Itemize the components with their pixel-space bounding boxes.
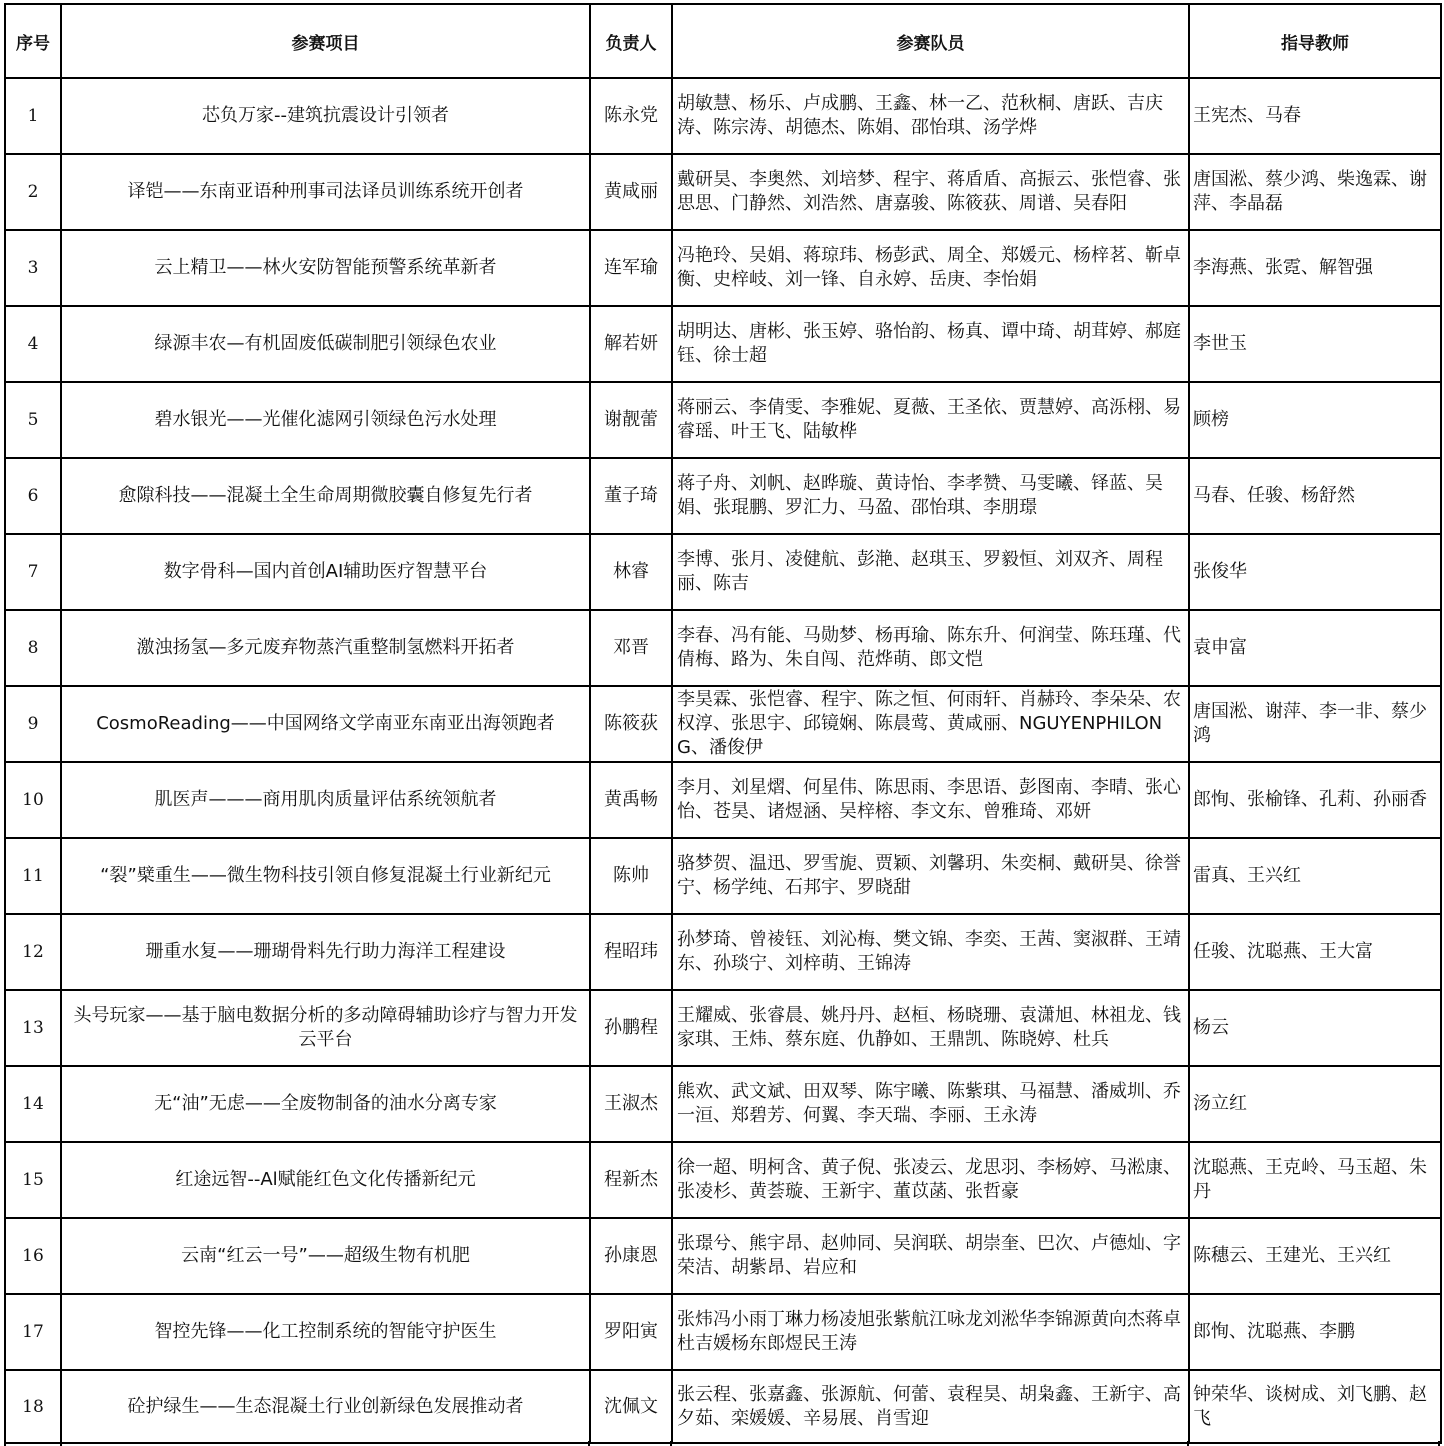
table-row <box>5 762 1441 838</box>
cell-leader: 连军瑜 <box>590 230 672 306</box>
cell-members: 戴研昊、李奥然、刘培梦、程宇、蒋盾盾、高振云、张恺睿、张思思、门静然、刘浩然、唐嘉骏、陈筱荻、周谱、吴春阳 <box>672 154 1189 230</box>
cell-project: 砼护绿生——生态混凝土行业创新绿色发展推动者 <box>61 1370 590 1443</box>
header-members: 参赛队员 <box>672 4 1189 78</box>
cell-members: 李春、冯有能、马勋梦、杨再瑜、陈东升、何润莹、陈珏瑾、代倩梅、路为、朱自闯、范烨萌、郎文恺 <box>672 610 1189 686</box>
cell-project: 肌医声———商用肌肉质量评估系统领航者 <box>61 762 590 838</box>
cell-project: 云上精卫——林火安防智能预警系统革新者 <box>61 230 590 306</box>
cell-advisor: 王宪杰、马春 <box>1189 78 1441 154</box>
cell-project: 译铠——东南亚语种刑事司法译员训练系统开创者 <box>61 154 590 230</box>
cell-members: 胡敏慧、杨乐、卢成鹏、王鑫、林一乙、范秋桐、唐跃、吉庆涛、陈宗涛、胡德杰、陈娟、邵怡琪、汤学烨 <box>672 78 1189 154</box>
table-row <box>5 1218 1441 1294</box>
header-leader: 负责人 <box>590 4 672 78</box>
cell-members: 徐一超、明柯含、黄子倪、张凌云、龙思羽、李杨婷、马淞康、张凌杉、黄荟璇、王新宇、董苡菡、张哲豪 <box>672 1142 1189 1218</box>
cell-advisor: 杨云 <box>1189 990 1441 1066</box>
cell-leader: 陈筱荻 <box>590 686 672 762</box>
cell-project: 绿源丰农—有机固废低碳制肥引领绿色农业 <box>61 306 590 382</box>
cell-members: 蒋子舟、刘帆、赵晔璇、黄诗怡、李孝赞、马雯曦、铎蓝、吴娟、张琨鹏、罗汇力、马盈、邵怡琪、李朋璟 <box>672 458 1189 534</box>
cell-leader: 沈佩文 <box>590 1370 672 1443</box>
table-row <box>5 610 1441 686</box>
cell-advisor: 唐国淞、谢萍、李一非、蔡少鸿 <box>1189 686 1441 762</box>
table-row <box>5 838 1441 914</box>
header-index: 序号 <box>5 4 61 78</box>
header-project: 参赛项目 <box>61 4 590 78</box>
cell-leader: 解若妍 <box>590 306 672 382</box>
cell-advisor: 陈穗云、王建光、王兴红 <box>1189 1218 1441 1294</box>
cell-project: 珊重水复——珊瑚骨料先行助力海洋工程建设 <box>61 914 590 990</box>
cell-members: 蒋丽云、李倩雯、李雅妮、夏薇、王圣依、贾慧婷、高泺栩、易睿瑶、叶王飞、陆敏桦 <box>672 382 1189 458</box>
cell-index: 8 <box>5 610 61 686</box>
cell-leader: 黄禹畅 <box>590 762 672 838</box>
cell-advisor: 李海燕、张霓、解智强 <box>1189 230 1441 306</box>
cell-members: 胡明达、唐彬、张玉婷、骆怡韵、杨真、谭中琦、胡茸婷、郝庭钰、徐士超 <box>672 306 1189 382</box>
cell-members: 张炜冯小雨丁琳力杨凌旭张紫航江咏龙刘淞华李锦源黄向杰蒋卓杜吉媛杨东郎煜民王涛 <box>672 1294 1189 1370</box>
cell-project: “裂”檗重生——微生物科技引领自修复混凝土行业新纪元 <box>61 838 590 914</box>
cell-members: 李昊霖、张恺睿、程宇、陈之恒、何雨轩、肖赫玲、李朵朵、农权淳、张思宇、邱镜娴、陈晨莺、黄咸丽、NGUYENPHILONG、潘俊伊 <box>672 686 1189 762</box>
cell-leader: 陈帅 <box>590 838 672 914</box>
cell-project: 头号玩家——基于脑电数据分析的多动障碍辅助诊疗与智力开发云平台 <box>61 990 590 1066</box>
cell-leader: 王淑杰 <box>590 1066 672 1142</box>
table-row <box>5 1294 1441 1370</box>
table-row <box>5 154 1441 230</box>
cell-leader: 董子琦 <box>590 458 672 534</box>
cell-index: 2 <box>5 154 61 230</box>
cell-index: 9 <box>5 686 61 762</box>
cell-advisor: 汤立红 <box>1189 1066 1441 1142</box>
cell-members: 熊欢、武文斌、田双琴、陈宇曦、陈紫琪、马福慧、潘威圳、乔一洹、郑碧芳、何翼、李天瑞、李丽、王永涛 <box>672 1066 1189 1142</box>
cell-leader: 孙鹏程 <box>590 990 672 1066</box>
table-row <box>5 1370 1441 1443</box>
cell-project: 碧水银光——光催化滤网引领绿色污水处理 <box>61 382 590 458</box>
cell-index: 15 <box>5 1142 61 1218</box>
table-row <box>5 230 1441 306</box>
cell-members: 孙梦琦、曾祾钰、刘沁梅、樊文锦、李奕、王茜、窦淑群、王靖东、孙琰宁、刘梓萌、王锦涛 <box>672 914 1189 990</box>
cell-members: 冯艳玲、吴娟、蒋琼玮、杨彭武、周全、郑媛元、杨梓茗、靳卓衡、史梓岐、刘一锋、自永婷、岳庚、李怡娟 <box>672 230 1189 306</box>
cell-index: 13 <box>5 990 61 1066</box>
cell-members: 李博、张月、凌健航、彭滟、赵琪玉、罗毅恒、刘双齐、周程丽、陈吉 <box>672 534 1189 610</box>
cell-index: 16 <box>5 1218 61 1294</box>
header-advisor: 指导教师 <box>1189 4 1441 78</box>
cell-leader: 邓晋 <box>590 610 672 686</box>
cell-leader: 程新杰 <box>590 1142 672 1218</box>
cell-project: 无“油”无虑——全废物制备的油水分离专家 <box>61 1066 590 1142</box>
cell-advisor: 郎恂、沈聪燕、李鹏 <box>1189 1294 1441 1370</box>
cell-project: 红途远智--Al赋能红色文化传播新纪元 <box>61 1142 590 1218</box>
table-row <box>5 78 1441 154</box>
table-row <box>5 382 1441 458</box>
cell-project: 智控先锋——化工控制系统的智能守护医生 <box>61 1294 590 1370</box>
cell-index: 11 <box>5 838 61 914</box>
cell-members: 骆梦贺、温迅、罗雪旎、贾颖、刘馨玥、朱奕桐、戴研昊、徐誉宁、杨学纯、石邦宇、罗晓甜 <box>672 838 1189 914</box>
table-row <box>5 914 1441 990</box>
cell-advisor: 钟荣华、谈树成、刘飞鹏、赵飞 <box>1189 1370 1441 1443</box>
cell-leader: 程昭玮 <box>590 914 672 990</box>
cell-project: 激浊扬氢—多元废弃物蒸汽重整制氢燃料开拓者 <box>61 610 590 686</box>
cell-advisor: 张俊华 <box>1189 534 1441 610</box>
table-row <box>5 1142 1441 1218</box>
cell-advisor: 马春、任骏、杨舒然 <box>1189 458 1441 534</box>
table-header-row <box>5 4 1441 78</box>
cell-index: 3 <box>5 230 61 306</box>
cell-members: 李月、刘星熠、何星伟、陈思雨、李思语、彭图南、李晴、张心怡、苍昊、诸煜涵、吴梓榕、李文东、曾雅琦、邓妍 <box>672 762 1189 838</box>
cell-index: 7 <box>5 534 61 610</box>
table-row <box>5 306 1441 382</box>
cell-advisor: 沈聪燕、王克岭、马玉超、朱丹 <box>1189 1142 1441 1218</box>
cell-index: 4 <box>5 306 61 382</box>
cell-project: 芯负万家--建筑抗震设计引领者 <box>61 78 590 154</box>
cell-project: CosmoReading——中国网络文学南亚东南亚出海领跑者 <box>61 686 590 762</box>
cell-index: 18 <box>5 1370 61 1443</box>
cell-index: 14 <box>5 1066 61 1142</box>
cell-index: 12 <box>5 914 61 990</box>
cell-leader: 孙康恩 <box>590 1218 672 1294</box>
next-row-edge <box>4 1441 1440 1446</box>
cell-index: 1 <box>5 78 61 154</box>
cell-leader: 谢靓蕾 <box>590 382 672 458</box>
cell-advisor: 雷真、王兴红 <box>1189 838 1441 914</box>
cell-advisor: 顾榜 <box>1189 382 1441 458</box>
cell-index: 10 <box>5 762 61 838</box>
cell-advisor: 袁申富 <box>1189 610 1441 686</box>
competition-table <box>4 3 1442 1444</box>
cell-leader: 罗阳寅 <box>590 1294 672 1370</box>
cell-leader: 林睿 <box>590 534 672 610</box>
cell-project: 数字骨科—国内首创AI辅助医疗智慧平台 <box>61 534 590 610</box>
cell-members: 张云程、张嘉鑫、张源航、何蕾、袁程昊、胡枭鑫、王新宇、高夕茹、栾媛媛、辛易展、肖雪迎 <box>672 1370 1189 1443</box>
cell-index: 17 <box>5 1294 61 1370</box>
cell-members: 张璟兮、熊宇昂、赵帅同、吴润联、胡崇奎、巴次、卢德灿、字荣洁、胡紫昂、岩应和 <box>672 1218 1189 1294</box>
table-row <box>5 534 1441 610</box>
table-row <box>5 458 1441 534</box>
cell-members: 王耀威、张睿晨、姚丹丹、赵桓、杨晓珊、袁潇旭、林祖龙、钱家琪、王炜、蔡东庭、仇静如、王鼎凯、陈晓婷、杜兵 <box>672 990 1189 1066</box>
cell-advisor: 李世玉 <box>1189 306 1441 382</box>
cell-project: 愈隙科技——混凝土全生命周期微胶囊自修复先行者 <box>61 458 590 534</box>
cell-index: 6 <box>5 458 61 534</box>
cell-leader: 黄咸丽 <box>590 154 672 230</box>
cell-leader: 陈永党 <box>590 78 672 154</box>
table-row <box>5 990 1441 1066</box>
cell-advisor: 任骏、沈聪燕、王大富 <box>1189 914 1441 990</box>
cell-advisor: 唐国淞、蔡少鸿、柴逸霖、谢萍、李晶磊 <box>1189 154 1441 230</box>
cell-project: 云南“红云一号”——超级生物有机肥 <box>61 1218 590 1294</box>
cell-advisor: 郎恂、张榆锋、孔莉、孙丽香 <box>1189 762 1441 838</box>
table-row <box>5 1066 1441 1142</box>
table-row <box>5 686 1441 762</box>
cell-index: 5 <box>5 382 61 458</box>
